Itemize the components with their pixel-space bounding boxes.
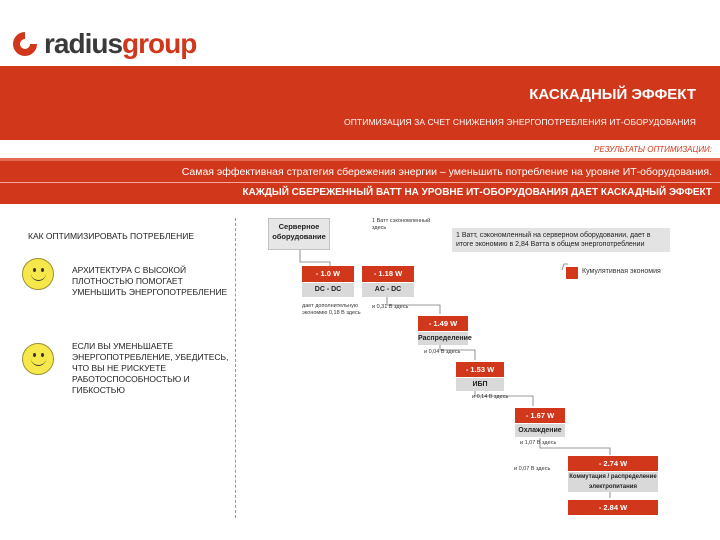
distribution-label: Распределение xyxy=(418,332,468,345)
logo-word-group: group xyxy=(122,28,197,59)
switching-label: Коммутация / распределение электропитания xyxy=(569,474,657,490)
strategy-text: Самая эффективная стратегия сбережения энергии – уменьшить потребление на уровне ИТ-оборудования. xyxy=(181,166,712,178)
distribution-savings: - 1.49 W xyxy=(418,316,468,331)
logo-word-radius: radius xyxy=(44,28,123,59)
acdc-savings: - 1.18 W xyxy=(362,266,414,282)
switching-savings: - 2.74 W xyxy=(568,456,658,471)
results-label: РЕЗУЛЬТАТЫ ОПТИМИЗАЦИИ: xyxy=(594,145,712,154)
tip-item: АРХИТЕКТУРА С ВЫСОКОЙ ПЛОТНОСТЬЮ ПОМОГАЕТ УМЕНЬШИТЬ ЭНЕРГОПОТРЕБЛЕНИЕ xyxy=(72,265,228,297)
acdc-label: AC - DC xyxy=(362,283,414,297)
dcdc-savings: - 1.0 W xyxy=(302,266,354,282)
page-title: КАСКАДНЫЙ ЭФФЕКТ xyxy=(529,86,696,103)
server-savings-note: 1 Ватт сэкономленный здесь xyxy=(372,218,431,231)
optimization-heading: КАК ОПТИМИЗИРОВАТЬ ПОТРЕБЛЕНИЕ xyxy=(28,231,195,241)
total-savings: - 2.84 W xyxy=(568,500,658,515)
page-subtitle: ОПТИМИЗАЦИЯ ЗА СЧЕТ СНИЖЕНИЯ ЭНЕРГОПОТРЕБЛЕНИЯ ИТ-ОБОРУДОВАНИЯ xyxy=(344,117,696,127)
cascade-statement: КАЖДЫЙ СБЕРЕЖЕННЫЙ ВАТТ НА УРОВНЕ ИТ-ОБОРУДОВАНИЯ ДАЕТ КАСКАДНЫЙ ЭФФЕКТ xyxy=(242,187,712,198)
tip-item: ЕСЛИ ВЫ УМЕНЬШАЕТЕ ЭНЕРГОПОТРЕБЛЕНИЕ, УБЕДИТЕСЬ, ЧТО ВЫ НЕ РИСКУЕТЕ РАБОТОСПОСОБНОСТЬЮ И ГИБКОСТЬЮ xyxy=(72,341,229,395)
legend-swatch xyxy=(566,267,578,279)
cooling-label: Охлаждение xyxy=(515,424,565,437)
dcdc-label: DC - DC xyxy=(302,283,354,297)
dcdc-note: дает дополнительную экономию 0,18 В здесь xyxy=(302,303,361,316)
cooling-savings: - 1.67 W xyxy=(515,408,565,423)
server-equipment-box: Серверное оборудование xyxy=(268,218,330,250)
ups-savings: - 1.53 W xyxy=(456,362,504,377)
ups-label: ИБП xyxy=(456,378,504,391)
info-callout: 1 Ватт, сэкономленный на серверном оборудовании, дает в итоге экономию в 2,84 Ватта в общем энергопотреблении xyxy=(452,228,670,252)
legend-label: Кумулятивная экономия xyxy=(582,268,661,275)
acdc-note: и 0,31 В здесь xyxy=(372,304,409,310)
distribution-note: и 0,04 В здесь xyxy=(424,349,461,355)
ups-note: и 0,14 В здесь xyxy=(472,394,509,400)
cooling-note: и 1,07 В здесь xyxy=(520,440,557,446)
switching-note: и 0,07 В здесь xyxy=(514,466,551,472)
